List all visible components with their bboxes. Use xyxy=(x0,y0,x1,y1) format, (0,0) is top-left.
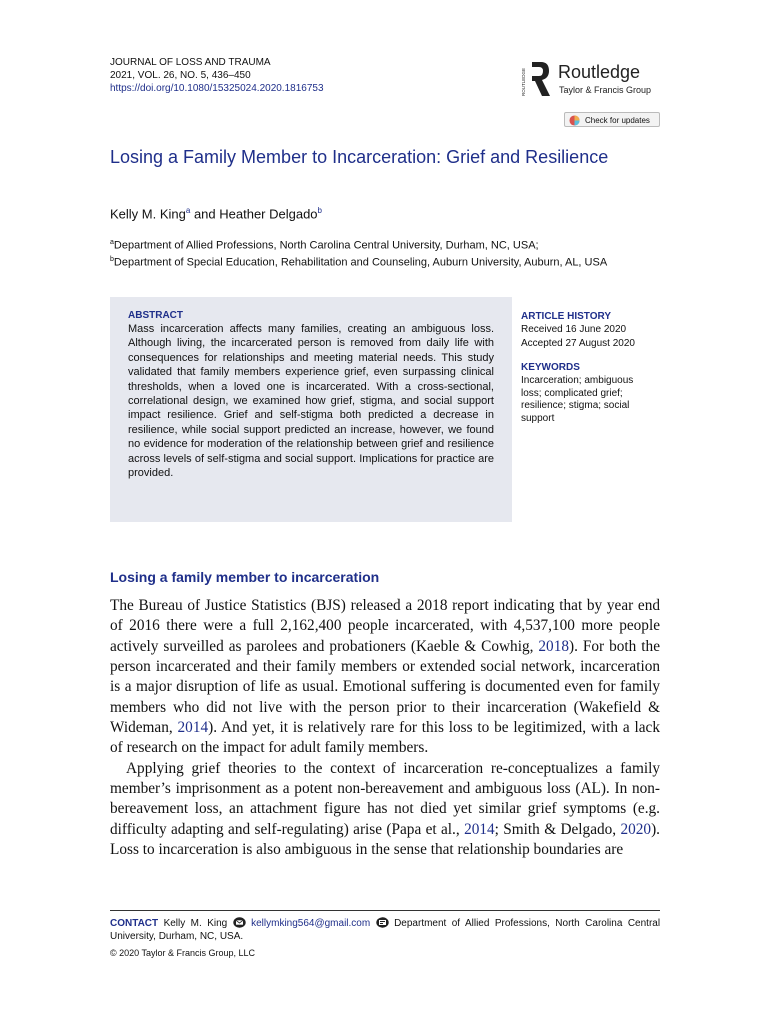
publisher-mark-text: ROUTLEDGE xyxy=(521,67,526,96)
paragraph-text: The Bureau of Justice Statistics (BJS) released a 2018 report indicating that by year end of 2016 there were a full 2,162,400 people incarcerated, with 4,537,100 more people actively surveilled as parolees and probationers (Kaeble & Cowhig, xyxy=(110,597,660,655)
journal-header xyxy=(110,56,324,95)
contact-info xyxy=(110,917,660,943)
article-title: Losing a Family Member to Incarceration: Grief and Resilience xyxy=(110,147,609,167)
email-icon xyxy=(233,917,246,928)
copyright: © 2020 Taylor & Francis Group, LLC xyxy=(110,948,256,958)
contact-name: Kelly M. King xyxy=(163,918,228,929)
author-separator: and xyxy=(190,206,220,222)
footer-rule xyxy=(110,910,660,911)
author-name[interactable]: Kelly M. King xyxy=(110,206,186,222)
check-for-updates-button[interactable] xyxy=(564,112,660,127)
routledge-logo-icon xyxy=(522,60,552,98)
publisher-name: Routledge xyxy=(558,62,641,82)
affiliations xyxy=(110,236,630,269)
received-date: Received 16 June 2020 xyxy=(521,324,627,335)
paragraph xyxy=(110,759,660,861)
article-history-label: ARTICLE HISTORY xyxy=(521,311,612,322)
keywords-text: Incarceration; ambiguous loss; complicated grief; resilience; stigma; social support xyxy=(521,375,634,424)
email-link[interactable]: kellymking564@gmail.com xyxy=(251,918,371,929)
journal-name: JOURNAL OF LOSS AND TRAUMA xyxy=(110,57,271,68)
abstract-label: ABSTRACT xyxy=(128,310,183,321)
affiliation-sup: a xyxy=(110,239,114,246)
paragraph-text: ). Loss to incarceration is also ambiguous in the sense that relationship boundaries are xyxy=(110,820,660,859)
keywords-label: KEYWORDS xyxy=(521,362,580,373)
paragraph xyxy=(110,596,660,759)
article-history xyxy=(521,323,635,351)
author-name[interactable]: Heather Delgado xyxy=(219,206,318,222)
paragraph-text: Applying grief theories to the context of incarceration re-conceptualizes a family member’s imprisonment as a potent non-bereavement and ambiguous loss (AL). In non-bereavement loss, an attachment figure has not died yet similar grief symptoms (e.g. difficulty adapting and self-regulating) arise (Papa et al., xyxy=(110,759,660,838)
paragraph-text: ). For both the person incarcerated and their family members or extended social network, incarceration is a major disruption of life as usual. Emotional suffering is documented even for family members who did not live with the person prior to their incarceration (Wakefield & Wideman, xyxy=(110,637,660,737)
contact-label: CONTACT xyxy=(110,918,159,929)
address-icon xyxy=(376,917,389,928)
publisher-logo xyxy=(522,58,662,102)
contact-address: Department of Allied Professions, North Carolina Central University, Durham, NC, USA. xyxy=(110,918,661,942)
affiliation-marker[interactable]: b xyxy=(317,206,322,215)
abstract-text: Mass incarceration affects many families, creating an ambiguous loss. Although living, the incarcerated person is removed from daily life with consequences for relationships and meeting material needs. This study validated that family members experience grief, even surpassing clinical thresholds, when a loved one is incarcerated. With a cross-sectional, correlational design, we examined how grief, stigma, and social support impact resilience. Grief and self-stigma both predicted a decrease in resilience, while social support predicted an increase, however, we found no evidence for moderation of the relationship between grief and resilience across levels of self-stigma and social support. Implications for practice are provided. xyxy=(128,323,494,480)
body-text xyxy=(110,596,660,860)
accepted-date: Accepted 27 August 2020 xyxy=(521,338,635,349)
affiliation-text: Department of Allied Professions, North Carolina Central University, Durham, NC, USA; xyxy=(113,239,539,252)
affiliation-sup: b xyxy=(110,255,114,263)
citation-link[interactable]: 2014 xyxy=(177,719,209,737)
volume-line: 2021, VOL. 26, NO. 5, 436–450 xyxy=(110,70,251,81)
citation-link[interactable]: 2014 xyxy=(464,820,495,838)
citation-link[interactable]: 2018 xyxy=(538,637,569,655)
check-updates-label: Check for updates xyxy=(585,116,650,125)
affiliation-text: Department of Special Education, Rehabilitation and Counseling, Auburn University, Auburn, AL, USA xyxy=(113,256,608,269)
author-list xyxy=(110,206,322,221)
paragraph-text: ; Smith & Delgado, xyxy=(494,820,621,838)
affiliation-marker[interactable]: a xyxy=(185,206,191,215)
paragraph-text: ). And yet, it is relatively rare for this loss to be legitimized, with a lack of research on the impact for adult family members. xyxy=(110,719,661,757)
section-heading: Losing a family member to incarceration xyxy=(110,569,380,585)
citation-link[interactable]: 2020 xyxy=(620,820,652,838)
publisher-group: Taylor & Francis Group xyxy=(559,85,652,95)
crossmark-icon xyxy=(569,115,580,126)
doi-link[interactable]: https://doi.org/10.1080/15325024.2020.1816753 xyxy=(110,83,324,94)
